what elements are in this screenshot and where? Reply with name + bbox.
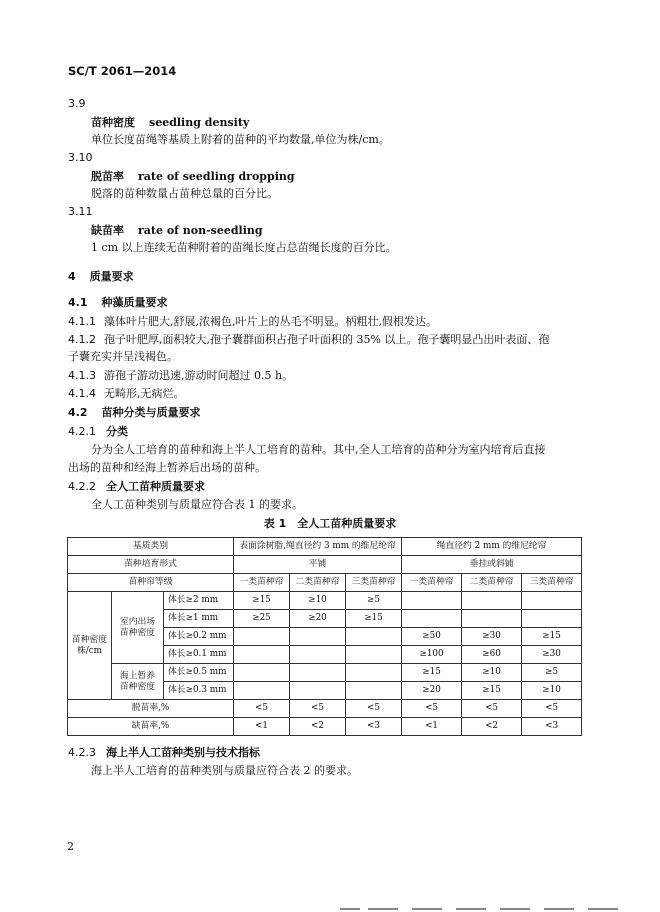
- table-cell: ≥100: [402, 646, 462, 664]
- table-cell: ≥15: [402, 664, 462, 682]
- term-heading-3-10: [91, 168, 295, 184]
- term-definition-3-11: 1 cm 以上连续无苗种附着的苗绳长度占总苗绳长度的百分比。: [91, 241, 397, 254]
- scan-artifact-mark: [544, 908, 574, 910]
- clause-text: 无畸形,无病烂。: [104, 387, 185, 400]
- term-en: rate of seedling dropping: [138, 170, 295, 183]
- table-cell: ≥15: [522, 628, 582, 646]
- table-cell: <5: [234, 700, 290, 718]
- section-4-2-3-text: 海上半人工培育的苗种类别与质量应符合表 2 的要求。: [91, 764, 358, 777]
- clause-4-1-4: [68, 385, 185, 401]
- drop-rate-label: 脱苗率,%: [68, 700, 234, 718]
- term-heading-3-11: [91, 222, 263, 238]
- table-row: [68, 664, 582, 682]
- table-cell: <2: [290, 718, 346, 736]
- clause-number: 4.1.3: [68, 369, 96, 382]
- section-4-2-3-heading: [68, 744, 260, 760]
- scan-artifact-mark: [588, 908, 618, 910]
- term-heading-3-9: [91, 114, 249, 130]
- section-4-2-1-text-continued: 出场的苗种和经海上暂养后出场的苗种。: [68, 461, 266, 474]
- clause-number: 4.2.2: [68, 480, 96, 493]
- section-4-2-1-heading: [68, 423, 128, 439]
- table-cell: [346, 646, 402, 664]
- quality-requirements-table: [67, 537, 582, 736]
- table-cell: <1: [402, 718, 462, 736]
- standard-code-header: SC/T 2061—2014: [68, 64, 177, 78]
- table-cell: [346, 628, 402, 646]
- table-cell: ≥15: [462, 682, 522, 700]
- table-cell: [234, 664, 290, 682]
- term-zh: 苗种密度: [91, 116, 135, 129]
- grade-label: 苗种帘等级: [68, 574, 234, 592]
- scan-artifact-mark: [456, 908, 486, 910]
- table-cell: <2: [462, 718, 522, 736]
- scan-artifact-mark: [412, 908, 442, 910]
- table-cell: [290, 664, 346, 682]
- table-cell: [290, 628, 346, 646]
- table-cell: <3: [522, 718, 582, 736]
- method-b: 垂挂或斜铺: [402, 556, 582, 574]
- substrate-label: 基质类别: [68, 538, 234, 556]
- clause-number: 4.2.3: [68, 746, 96, 759]
- term-en: seedling density: [149, 116, 250, 129]
- table-cell: ≥15: [346, 610, 402, 628]
- table-cell: [462, 592, 522, 610]
- section-number: 4.1: [68, 296, 88, 309]
- table-cell: [522, 610, 582, 628]
- length-label: 体长≥1 mm: [164, 610, 234, 628]
- section-title: 质量要求: [89, 270, 134, 283]
- table-cell: [234, 628, 290, 646]
- term-number-3-10: 3.10: [68, 151, 93, 164]
- clause-text: 藻体叶片肥大,舒展,浓褐色,叶片上的丛毛不明显。柄粗壮,假根发达。: [104, 315, 437, 328]
- table-row: [68, 718, 582, 736]
- table-cell: ≥15: [234, 592, 290, 610]
- table-cell: ≥5: [522, 664, 582, 682]
- grade-header: 二类苗种帘: [290, 574, 346, 592]
- table-cell: ≥10: [522, 682, 582, 700]
- grade-header: 二类苗种帘: [462, 574, 522, 592]
- table-cell: ≥30: [462, 628, 522, 646]
- table-cell: ≥10: [462, 664, 522, 682]
- table-cell: [462, 610, 522, 628]
- section-title: 苗种分类与质量要求: [101, 406, 201, 419]
- grade-header: 三类苗种帘: [346, 574, 402, 592]
- table-1-caption: 表 1 全人工苗种质量要求: [263, 517, 397, 530]
- section-title: 种藻质量要求: [101, 296, 168, 309]
- clause-text: 孢子叶肥厚,面积较大,孢子囊群面积占孢子叶面积的 35% 以上。孢子囊明显凸出叶表面、孢: [104, 333, 550, 346]
- table-cell: ≥10: [290, 592, 346, 610]
- scan-artifact-mark: [340, 908, 360, 910]
- table-cell: <5: [522, 700, 582, 718]
- table-cell: [346, 664, 402, 682]
- clause-4-1-2-continued: 子囊充实并呈浅褐色。: [68, 350, 178, 363]
- sea-density-label: 海上暂养 苗种密度: [112, 664, 164, 700]
- length-label: 体长≥0.3 mm: [164, 682, 234, 700]
- grade-header: 一类苗种帘: [402, 574, 462, 592]
- substrate-a: 表面涂树脂,绳直径约 3 mm 的维尼纶帘: [234, 538, 402, 556]
- miss-rate-label: 缺苗率,%: [68, 718, 234, 736]
- table-cell: [402, 610, 462, 628]
- clause-number: 4.2.1: [68, 425, 96, 438]
- length-label: 体长≥0.1 mm: [164, 646, 234, 664]
- clause-4-1-3: [68, 367, 293, 383]
- table-cell: <5: [402, 700, 462, 718]
- table-row: [68, 592, 582, 610]
- table-cell: <5: [290, 700, 346, 718]
- table-cell: <3: [346, 718, 402, 736]
- section-4-1-heading: [68, 294, 168, 310]
- section-4-2-1-text: 分为全人工培育的苗种和海上半人工培育的苗种。其中,全人工培育的苗种分为室内培育后直接: [91, 443, 546, 456]
- section-4-heading: [68, 268, 134, 284]
- section-number: 4: [68, 270, 76, 283]
- section-number: 4.2: [68, 406, 88, 419]
- table-cell: [234, 646, 290, 664]
- term-zh: 缺苗率: [91, 224, 124, 237]
- table-cell: ≥30: [522, 646, 582, 664]
- scan-artifact-mark: [368, 908, 398, 910]
- table-cell: ≥60: [462, 646, 522, 664]
- table-cell: <5: [462, 700, 522, 718]
- clause-number: 4.1.1: [68, 315, 96, 328]
- clause-title: 分类: [106, 425, 128, 438]
- clause-title: 全人工苗种质量要求: [106, 480, 205, 493]
- grade-header: 三类苗种帘: [522, 574, 582, 592]
- table-cell: [522, 592, 582, 610]
- table-cell: [402, 592, 462, 610]
- term-en: rate of non-seedling: [138, 224, 263, 237]
- table-cell: <5: [346, 700, 402, 718]
- section-4-2-2-text: 全人工苗种类别与质量应符合表 1 的要求。: [91, 498, 303, 511]
- table-cell: [234, 682, 290, 700]
- clause-number: 4.1.4: [68, 387, 96, 400]
- clause-text: 游孢子游动迅速,游动时间超过 0.5 h。: [104, 369, 294, 382]
- table-cell: ≥25: [234, 610, 290, 628]
- substrate-b: 绳直径约 2 mm 的维尼纶帘: [402, 538, 582, 556]
- table-cell: ≥20: [402, 682, 462, 700]
- method-label: 苗种培育形式: [68, 556, 234, 574]
- length-label: 体长≥0.5 mm: [164, 664, 234, 682]
- table-cell: ≥50: [402, 628, 462, 646]
- table-cell: <1: [234, 718, 290, 736]
- clause-4-1-2: [68, 331, 549, 347]
- term-number-3-11: 3.11: [68, 205, 93, 218]
- length-label: 体长≥0.2 mm: [164, 628, 234, 646]
- term-zh: 脱苗率: [91, 170, 124, 183]
- term-number-3-9: 3.9: [68, 97, 86, 110]
- indoor-density-label: 室内出场 苗种密度: [112, 592, 164, 664]
- table-cell: [290, 682, 346, 700]
- section-4-2-2-heading: [68, 478, 205, 494]
- clause-4-1-1: [68, 313, 437, 329]
- scan-artifact-mark: [500, 908, 530, 910]
- table-cell: [346, 682, 402, 700]
- clause-title: 海上半人工苗种类别与技术指标: [106, 746, 260, 759]
- density-label: 苗种密度 株/cm: [68, 592, 112, 700]
- method-a: 平铺: [234, 556, 402, 574]
- table-cell: [290, 646, 346, 664]
- table-cell: ≥5: [346, 592, 402, 610]
- clause-number: 4.1.2: [68, 333, 96, 346]
- table-row: [68, 700, 582, 718]
- section-4-2-heading: [68, 404, 201, 420]
- table-cell: ≥20: [290, 610, 346, 628]
- term-definition-3-9: 单位长度苗绳等基质上附着的苗种的平均数量,单位为株/cm。: [91, 133, 390, 146]
- length-label: 体长≥2 mm: [164, 592, 234, 610]
- page-number: 2: [67, 840, 74, 853]
- grade-header: 一类苗种帘: [234, 574, 290, 592]
- term-definition-3-10: 脱落的苗种数量占苗种总量的百分比。: [91, 187, 278, 200]
